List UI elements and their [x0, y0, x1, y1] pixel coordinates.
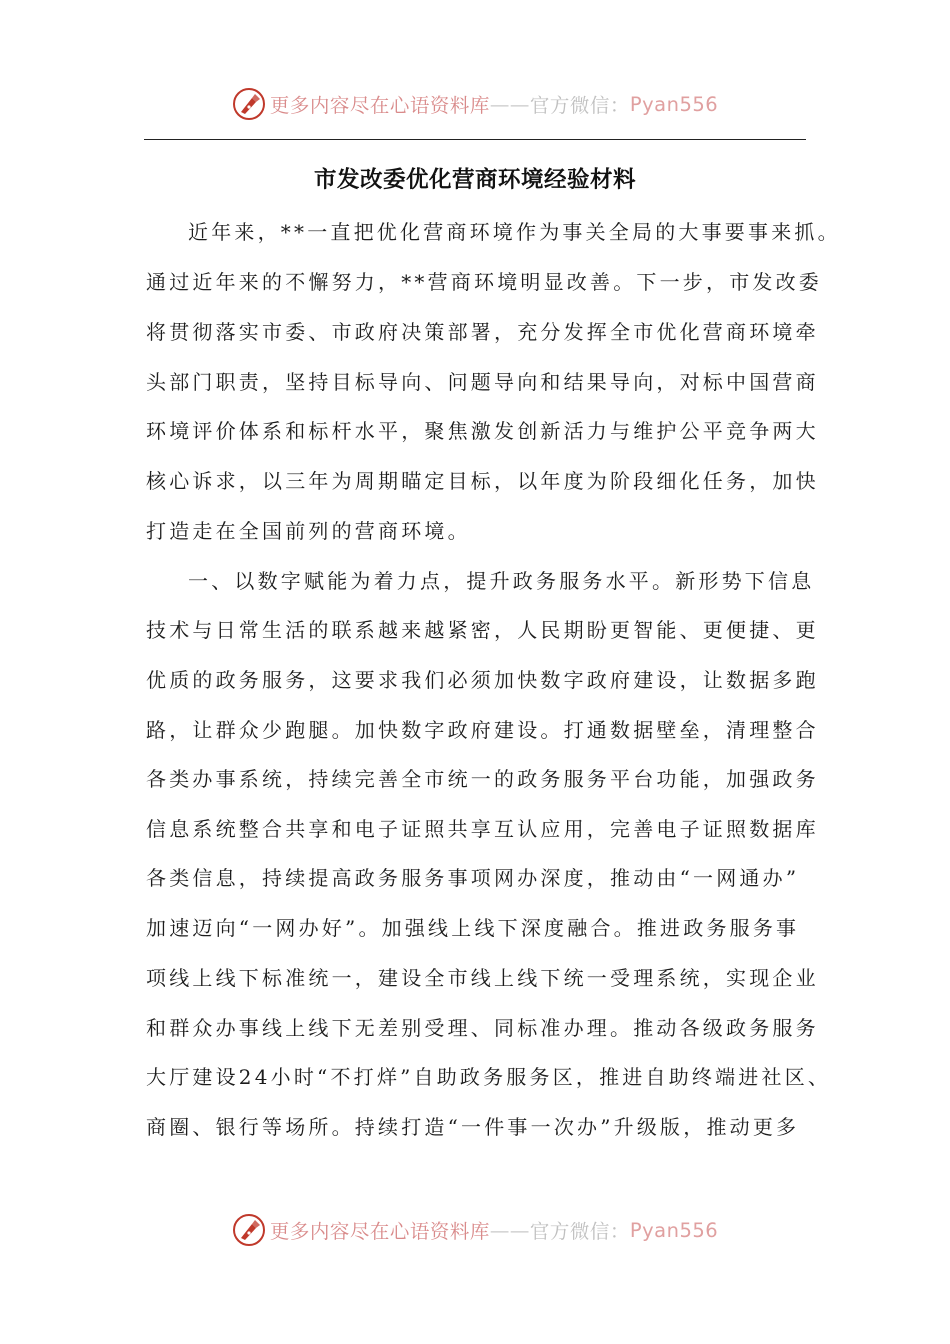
banner-slogan: 更多内容尽在心语资料库: [269, 94, 490, 117]
body-line: 近年来，**一直把优化营商环境作为事关全局的大事要事来抓。: [188, 220, 841, 244]
banner-dash: ——: [489, 1218, 530, 1242]
banner-slogan: 更多内容尽在心语资料库: [269, 1220, 490, 1243]
banner-wechat-label: 官方微信：: [529, 1220, 630, 1243]
pen-nib-logo-icon: [232, 1213, 266, 1247]
header-banner: [0, 84, 950, 124]
body-line: 和群众办事线上线下无差别受理、同标准办理。推动各级政务服务: [146, 1016, 819, 1040]
body-line: 一、以数字赋能为着力点，提升政务服务水平。新形势下信息: [188, 569, 815, 593]
banner-dash: ——: [489, 92, 530, 116]
body-line: 环境评价体系和标杆水平，聚焦激发创新活力与维护公平竞争两大: [146, 419, 819, 443]
body-line: 头部门职责，坚持目标导向、问题导向和结果导向，对标中国营商: [146, 370, 819, 394]
body-line: 各类信息，持续提高政务服务事项网办深度，推动由“一网通办”: [146, 866, 800, 890]
body-line: 信息系统整合共享和电子证照共享互认应用，完善电子证照数据库: [146, 817, 819, 841]
body-line: 打造走在全国前列的营商环境。: [146, 519, 471, 543]
body-line: 加速迈向“一网办好”。加强线上线下深度融合。推进政务服务事: [146, 916, 800, 940]
body-line: 大厅建设24小时“不打烊”自助政务服务区，推进自助终端进社区、: [146, 1065, 832, 1089]
document-title: 市发改委优化营商环境经验材料: [313, 167, 636, 193]
body-line: 路，让群众少跑腿。加快数字政府建设。打通数据壁垒，清理整合: [146, 718, 819, 742]
body-line: 优质的政务服务，这要求我们必须加快数字政府建设，让数据多跑: [146, 668, 819, 692]
body-line: 项线上线下标准统一，建设全市线上线下统一受理系统，实现企业: [146, 966, 819, 990]
body-line: 商圈、银行等场所。持续打造“一件事一次办”升级版，推动更多: [146, 1115, 800, 1139]
pen-nib-logo-icon: [232, 87, 266, 121]
footer-banner: [0, 1210, 950, 1250]
body-line: 将贯彻落实市委、市政府决策部署，充分发挥全市优化营商环境牵: [146, 320, 819, 344]
header-divider: [144, 139, 806, 140]
body-line: 核心诉求，以三年为周期瞄定目标，以年度为阶段细化任务，加快: [146, 469, 819, 493]
body-line: 各类办事系统，持续完善全市统一的政务服务平台功能，加强政务: [146, 767, 819, 791]
banner-wechat-id: Pyan556: [629, 1218, 719, 1242]
body-line: 技术与日常生活的联系越来越紧密，人民期盼更智能、更便捷、更: [146, 618, 819, 642]
banner-wechat-id: Pyan556: [629, 92, 719, 116]
body-line: 通过近年来的不懈努力，**营商环境明显改善。下一步，市发改委: [146, 270, 822, 294]
banner-wechat-label: 官方微信：: [529, 94, 630, 117]
